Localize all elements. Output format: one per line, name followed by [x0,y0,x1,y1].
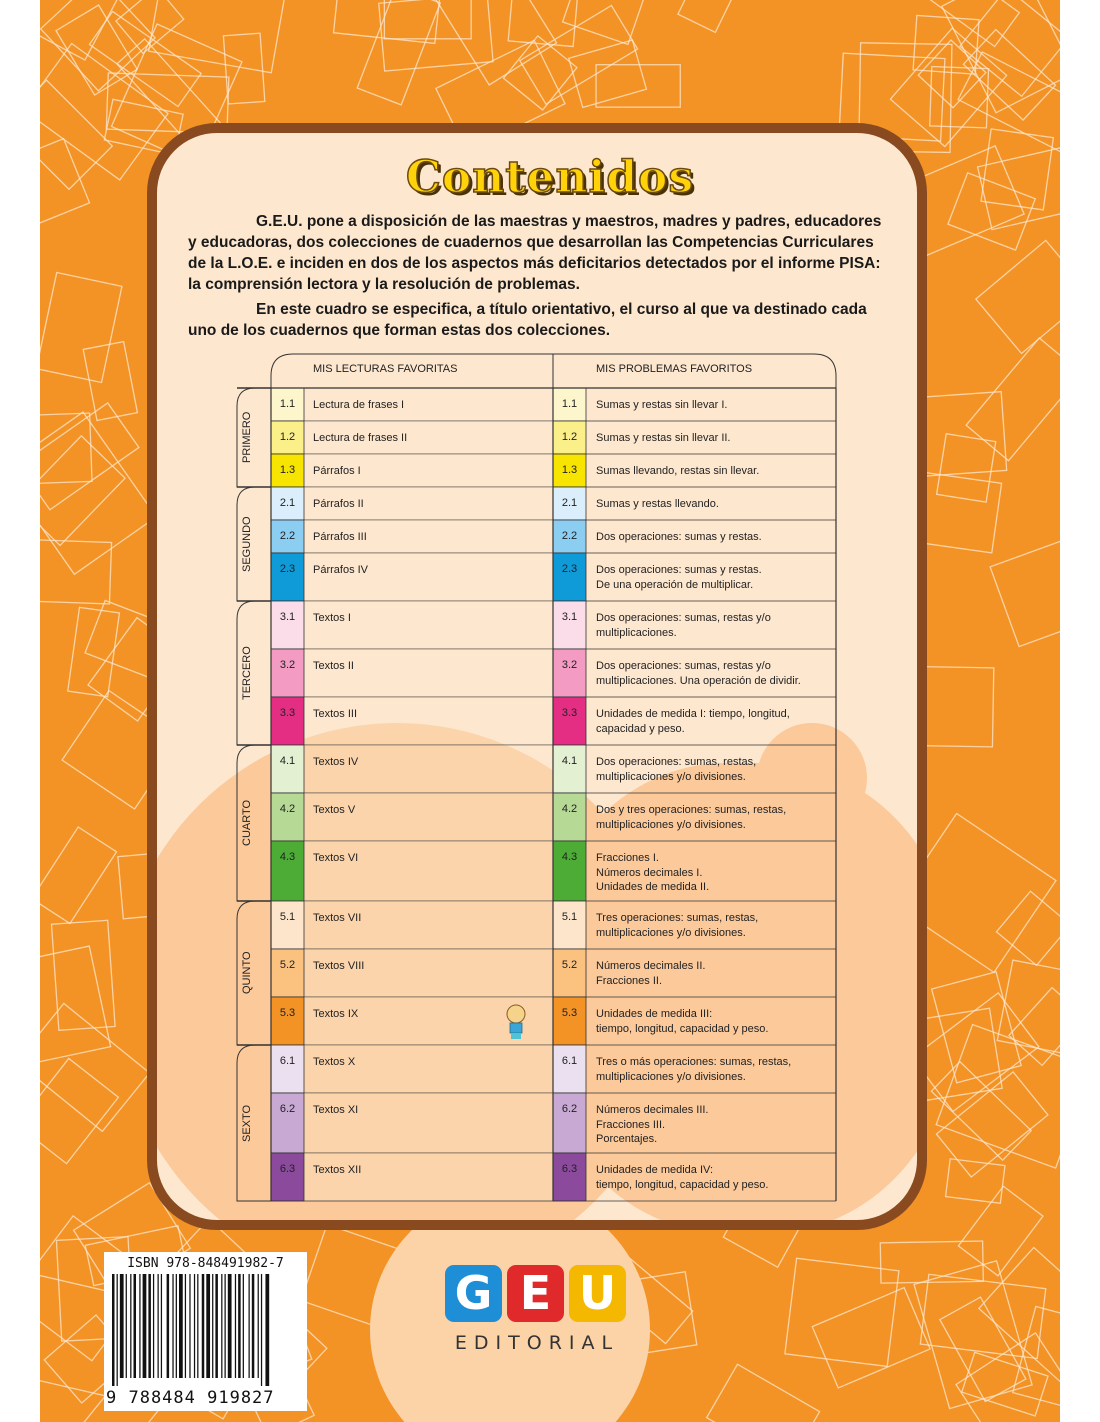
code-1.1: 1.1 [279,398,296,410]
code-3.1: 3.1 [561,611,578,623]
barcode-bar [258,1274,259,1378]
barcode-bar [167,1274,170,1378]
barcode-bar [134,1274,137,1378]
code-4.1: 4.1 [279,755,296,767]
reading-title: Textos X [313,1056,356,1068]
reading-title: Lectura de frases II [313,432,408,444]
barcode-bar [221,1274,222,1378]
barcode-bar [172,1274,173,1378]
logo-letter: E [507,1265,564,1322]
problem-text: Sumas llevando, restas sin llevar. [596,465,760,477]
code-cell-2.3 [271,553,304,601]
grade-label: PRIMERO [241,411,253,464]
problem-text: De una operación de multiplicar. [596,578,754,591]
barcode-bar [215,1274,218,1378]
reading-title: Párrafos II [313,498,364,510]
girl-character-icon [510,1023,522,1033]
problem-text: Sumas y restas llevando. [596,498,719,510]
grade-label: SEXTO [241,1104,253,1142]
barcode-bar [194,1274,195,1378]
barcode-bar [197,1274,198,1378]
isbn-barcode [104,1252,307,1411]
code-cell-4.3 [553,841,586,901]
code-5.1: 5.1 [561,911,578,923]
barcode-bar [189,1274,190,1378]
barcode-bar [238,1274,241,1378]
problem-text: Unidades de medida II. [596,881,710,893]
barcode-bar [158,1274,159,1378]
code-3.1: 3.1 [279,611,296,623]
intro-line: y educadoras, dos colecciones de cuadernos que desarrollan las Competencias Curriculares [188,234,874,251]
reading-title: Textos VII [313,912,362,924]
problem-text: Dos operaciones: sumas, restas, [596,756,757,768]
code-4.3: 4.3 [561,851,578,863]
code-cell-2.3 [553,553,586,601]
code-cell-3.3 [553,697,586,745]
code-6.3: 6.3 [561,1163,578,1175]
intro-line: En este cuadro se especifica, a título orientativo, el curso al que va destinado cada [256,301,867,318]
code-1.1: 1.1 [561,398,578,410]
code-cell-6.2 [553,1093,586,1153]
problem-text: Dos y tres operaciones: sumas, restas, [596,804,787,816]
code-cell-3.3 [271,697,304,745]
reading-title: Textos II [313,660,354,672]
grade-label: QUINTO [241,951,253,995]
reading-title: Textos IV [313,756,359,768]
problem-text: Números decimales II. [596,960,706,972]
problem-text: Dos operaciones: sumas y restas. [596,531,762,543]
girl-character-icon [511,1033,521,1039]
code-6.1: 6.1 [279,1055,296,1067]
code-4.2: 4.2 [279,803,296,815]
problem-text: Dos operaciones: sumas y restas. [596,564,762,576]
barcode-bar [249,1274,250,1378]
barcode-bar [202,1274,205,1378]
code-cell-5.1 [271,901,304,949]
problem-text: Tres operaciones: sumas, restas, [596,912,759,924]
code-3.2: 3.2 [279,659,296,671]
code-cell-4.1 [271,745,304,793]
code-cell-4.2 [271,793,304,841]
reading-title: Textos I [313,612,351,624]
grade-label: TERCERO [241,646,253,700]
reading-title: Textos XII [313,1164,362,1176]
code-cell-3.1 [553,601,586,649]
code-1.2: 1.2 [561,431,578,443]
barcode-bar [206,1274,210,1378]
problem-text: multiplicaciones y/o divisiones. [596,926,746,939]
intro-line: la comprensión lectora y la resolución de problemas. [188,276,580,293]
code-5.2: 5.2 [279,959,296,971]
code-cell-3.2 [271,649,304,697]
row-bg [271,841,553,901]
code-cell-4.1 [553,745,586,793]
barcode-bar [139,1274,140,1378]
reading-title: Párrafos III [313,531,367,543]
code-5.3: 5.3 [279,1007,296,1019]
reading-title: Párrafos IV [313,564,369,576]
grade-label: SEGUNDO [241,516,253,572]
isbn-label: ISBN 978-848491982-7 [127,1256,284,1271]
code-6.2: 6.2 [561,1103,578,1115]
code-4.1: 4.1 [561,755,578,767]
problem-text: Dos operaciones: sumas, restas y/o [596,612,771,624]
page-title: Contenidos [405,152,695,203]
code-cell-5.2 [271,949,304,997]
problem-text: Unidades de medida IV: [596,1164,713,1176]
barcode-bar [243,1274,244,1378]
code-cell-4.3 [271,841,304,901]
code-cell-6.1 [553,1045,586,1093]
code-3.3: 3.3 [561,707,578,719]
problem-text: tiempo, longitud, capacidad y peso. [596,1022,769,1035]
problem-text: tiempo, longitud, capacidad y peso. [596,1178,769,1191]
problem-text: Tres o más operaciones: sumas, restas, [596,1056,792,1068]
problem-text: Sumas y restas sin llevar I. [596,399,728,411]
header-problems: MIS PROBLEMAS FAVORITOS [596,363,753,375]
barcode-bar [252,1274,255,1378]
barcode-bar [261,1274,262,1386]
code-5.2: 5.2 [561,959,578,971]
ean-number: 9 788484 919827 [106,1388,275,1408]
barcode-bar [130,1274,131,1378]
grade-label: CUARTO [241,799,253,847]
code-2.3: 2.3 [561,563,578,575]
barcode-bar [117,1274,118,1386]
reading-title: Textos VIII [313,960,365,972]
barcode-bar [143,1274,147,1378]
header-reading: MIS LECTURAS FAVORITAS [313,363,458,375]
code-cell-6.3 [271,1153,304,1201]
code-cell-4.2 [553,793,586,841]
intro-line: G.E.U. pone a disposición de las maestras y maestros, madres y padres, educadores [256,213,882,230]
code-cell-6.1 [271,1045,304,1093]
code-cell-5.3 [271,997,304,1045]
code-cell-5.2 [553,949,586,997]
code-cell-5.3 [553,997,586,1045]
problem-text: Dos operaciones: sumas, restas y/o [596,660,771,672]
problem-text: Unidades de medida III: [596,1008,713,1020]
reading-title: Textos VI [313,852,359,864]
code-2.3: 2.3 [279,563,296,575]
code-2.2: 2.2 [561,530,578,542]
barcode-bar [176,1274,177,1378]
reading-title: Textos IX [313,1008,359,1020]
code-2.1: 2.1 [279,497,296,509]
code-1.3: 1.3 [561,464,578,476]
code-5.1: 5.1 [279,911,296,923]
problem-text: Unidades de medida I: tiempo, longitud, [596,708,790,720]
barcode-graphic [112,1274,302,1386]
problem-text: multiplicaciones y/o divisiones. [596,818,746,831]
code-cell-6.2 [271,1093,304,1153]
code-cell-6.3 [553,1153,586,1201]
barcode-bar [148,1274,151,1378]
reading-title: Textos XI [313,1104,359,1116]
problem-text: Fracciones III. [596,1118,666,1131]
problem-text: Porcentajes. [596,1133,658,1145]
barcode-bar [185,1274,186,1378]
code-cell-3.2 [553,649,586,697]
code-5.3: 5.3 [561,1007,578,1019]
barcode-bar [228,1274,232,1378]
reading-title: Párrafos I [313,465,361,477]
barcode-bar [265,1274,269,1386]
row-bg [271,1093,553,1153]
code-4.2: 4.2 [561,803,578,815]
code-6.2: 6.2 [279,1103,296,1115]
logo-letter: G [445,1265,502,1322]
code-4.3: 4.3 [279,851,296,863]
intro-line: de la L.O.E. e inciden en dos de los aspectos más deficitarios detectados por el informe PISA: [188,255,881,272]
problem-text: multiplicaciones. Una operación de dividir. [596,674,801,687]
barcode-bar [212,1274,213,1378]
barcode-bar [112,1274,115,1386]
intro-line: uno de los cuadernos que forman estas dos colecciones. [188,322,611,339]
code-6.1: 6.1 [561,1055,578,1067]
code-1.2: 1.2 [279,431,296,443]
problem-text: capacidad y peso. [596,722,685,735]
barcode-bar [179,1274,183,1378]
problem-text: multiplicaciones y/o divisiones. [596,1070,746,1083]
problem-text: Fracciones I. [596,852,659,864]
code-1.3: 1.3 [279,464,296,476]
reading-title: Textos V [313,804,356,816]
problem-text: multiplicaciones. [596,626,677,639]
reading-title: Textos III [313,708,358,720]
problem-text: Números decimales I. [596,866,703,879]
reading-title: Lectura de frases I [313,399,405,411]
barcode-bar [225,1274,226,1378]
code-cell-3.1 [271,601,304,649]
problem-text: Sumas y restas sin llevar II. [596,432,731,444]
logo-letter: U [569,1265,626,1322]
code-3.3: 3.3 [279,707,296,719]
code-cell-5.1 [553,901,586,949]
problem-text: multiplicaciones y/o divisiones. [596,770,746,783]
problem-text: Fracciones II. [596,974,663,987]
logo-subtitle: EDITORIAL [454,1332,620,1354]
barcode-bar [161,1274,162,1378]
code-2.2: 2.2 [279,530,296,542]
code-3.2: 3.2 [561,659,578,671]
code-6.3: 6.3 [279,1163,296,1175]
code-2.1: 2.1 [561,497,578,509]
barcode-bar [235,1274,236,1378]
problem-text: Números decimales III. [596,1104,709,1116]
barcode-bar [126,1274,127,1378]
barcode-bar [120,1274,124,1378]
barcode-bar [153,1274,154,1378]
